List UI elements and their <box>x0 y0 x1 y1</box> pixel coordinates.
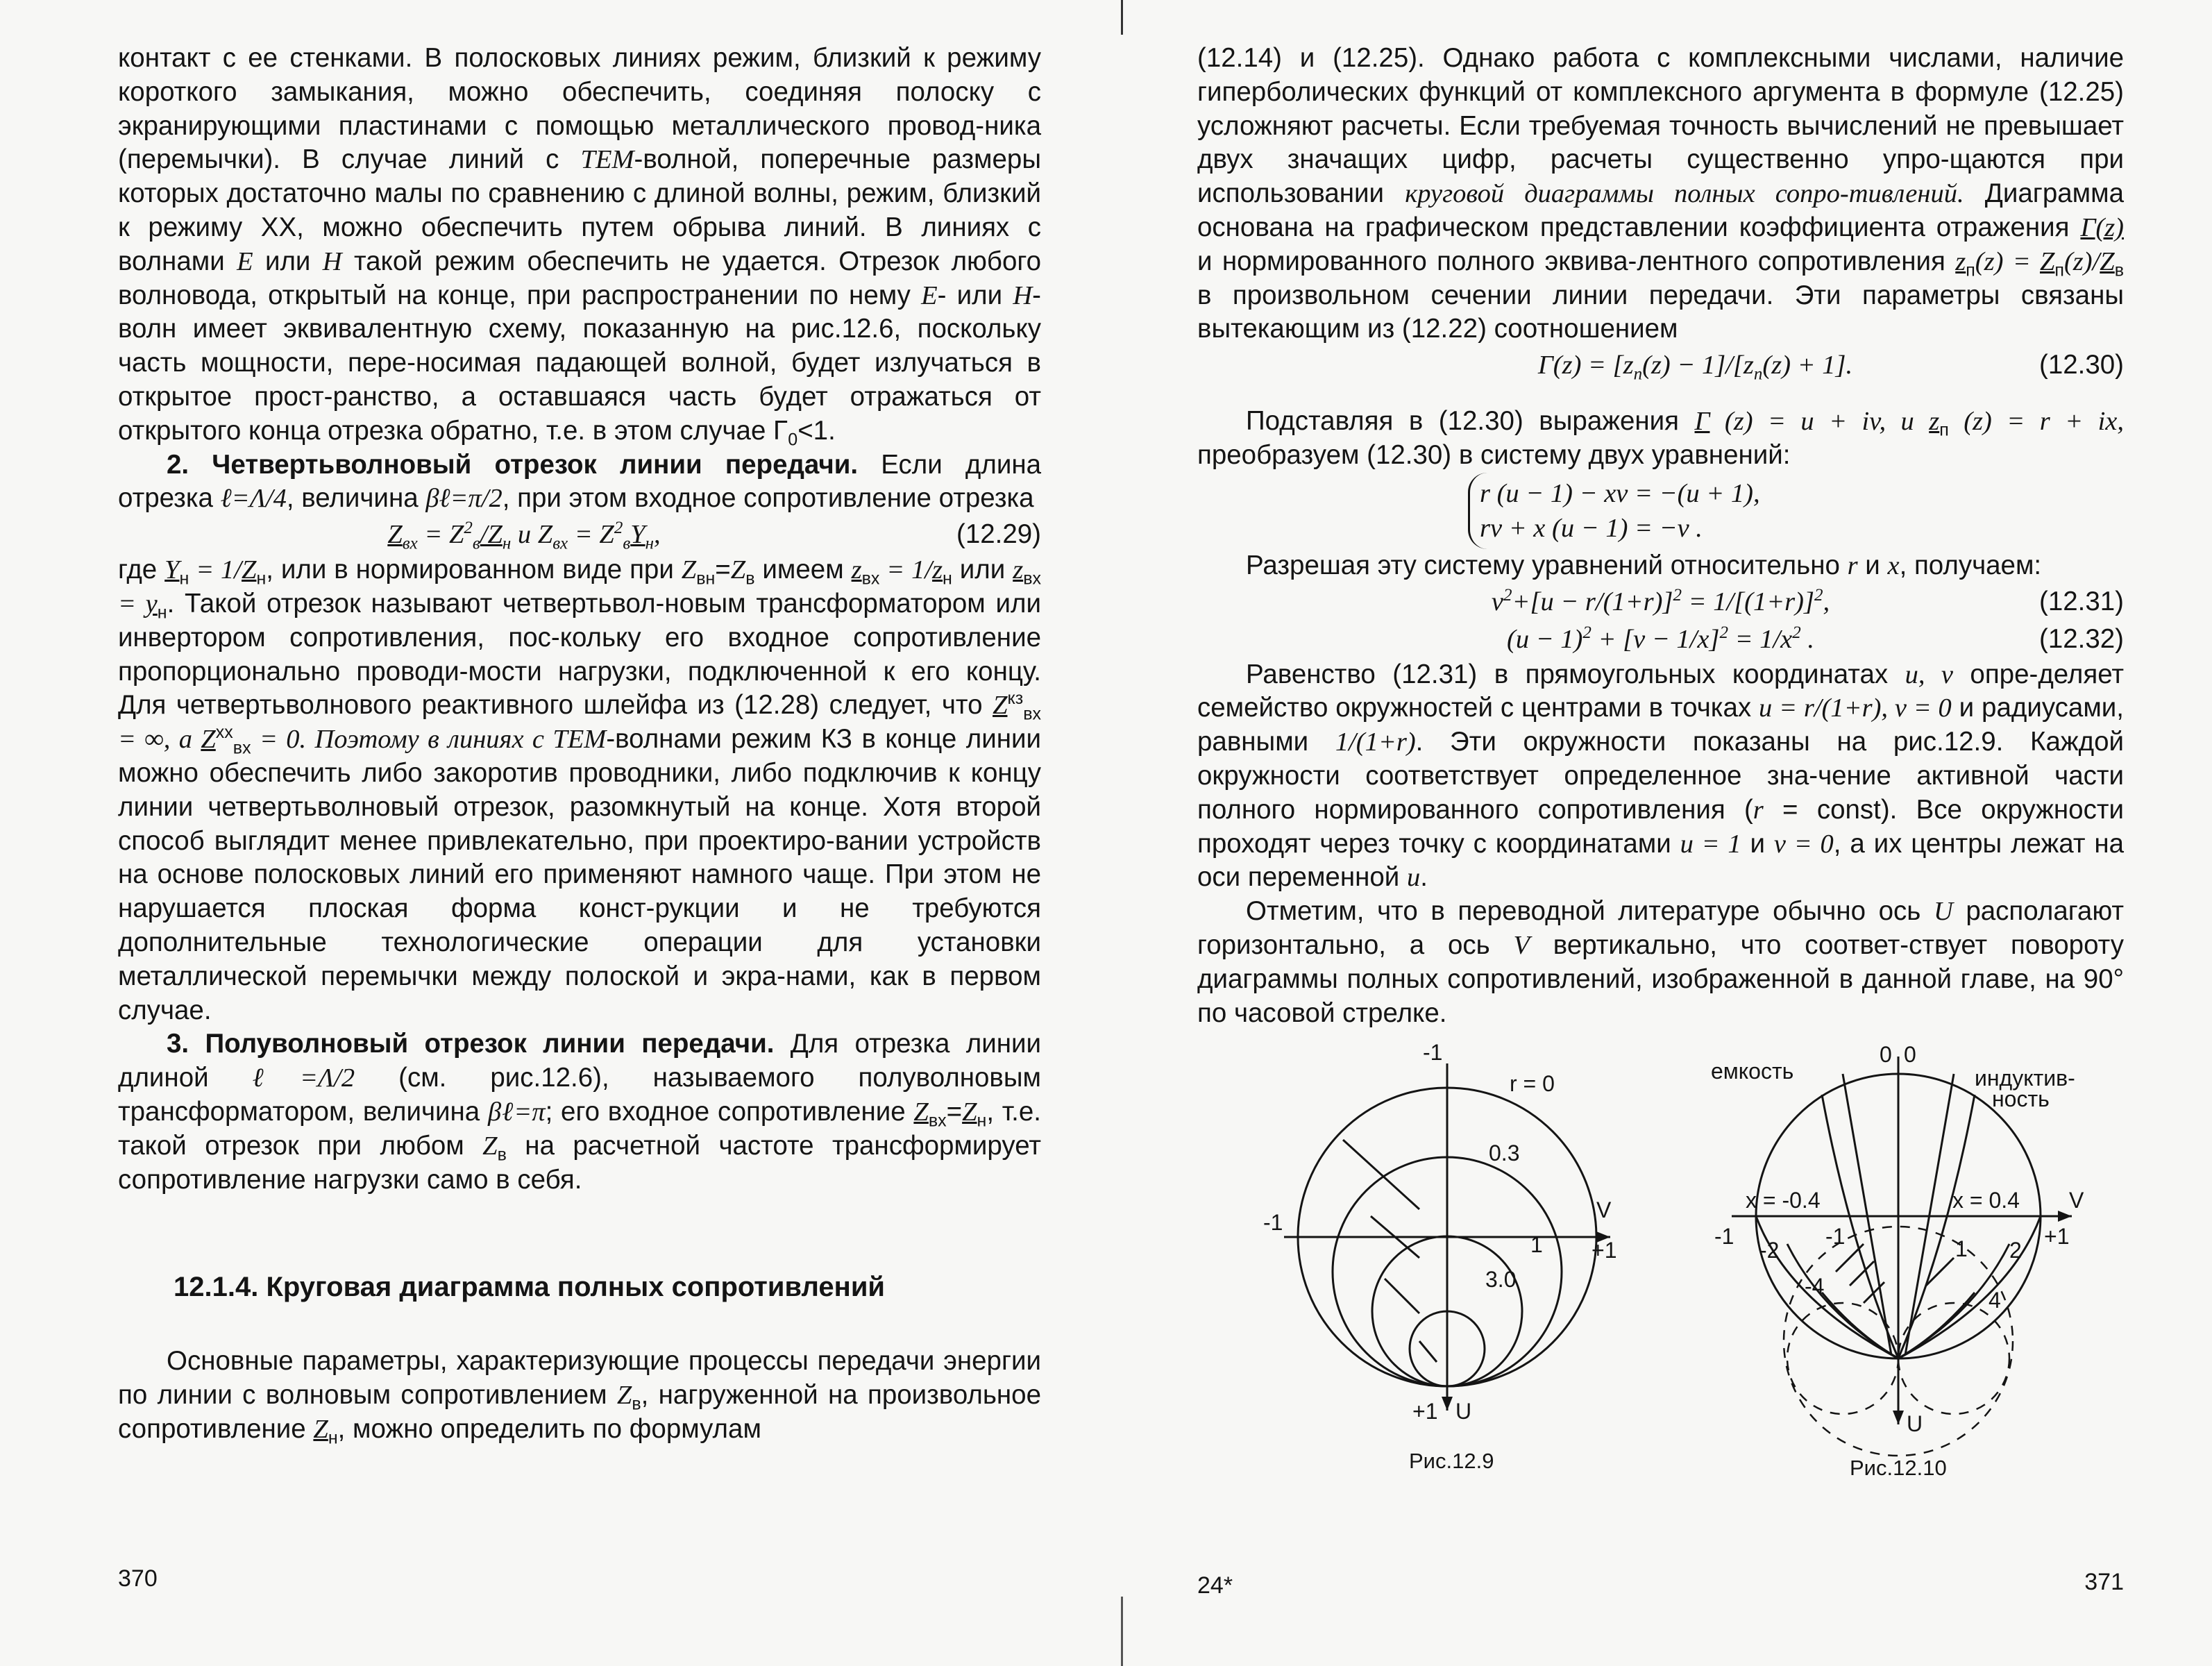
fig1210-label-x-minus-0-4: x = -0.4 <box>1746 1188 1821 1213</box>
figures-area <box>1197 1036 2124 1494</box>
right-paragraph-3: Разрешая эту систему уравнений относительно r и x, получаем: <box>1246 550 2042 580</box>
fig1210-label-x-minus1: -1 <box>1825 1224 1846 1250</box>
fig1210-label-inductance-1: индуктив- <box>1975 1066 2075 1091</box>
section-title-12-1-4: 12.1.4. Круговая диаграмма полных сопротивлений <box>174 1272 886 1303</box>
fig129-label-v: V <box>1596 1197 1612 1223</box>
right-paragraph-5: Отметим, что в переводной литературе обычно ось U располагают горизонтально, а ось V вертикально, что соответ-ствует повороту диаграммы полных сопротивлений, изображенной в данной главе, на 90° по часовой стрелке. <box>1197 896 2124 1028</box>
fig1210-label-x-minus4: -4 <box>1805 1274 1825 1299</box>
book-spine <box>1121 0 1123 1666</box>
caption-figure-12-10: Рис.12.10 <box>1850 1456 1947 1481</box>
fig1210-label-x-plus-0-4: x = 0.4 <box>1952 1188 2020 1213</box>
fig1210-label-u: U <box>1907 1411 1923 1437</box>
fig1210-label-x-plus2: 2 <box>2009 1238 2022 1263</box>
left-paragraph-1: контакт с ее стенками. В полосковых линиях режим, близкий к режиму короткого замыкания, можно обеспечить, соединяя полоску с экранирующими пластинами с помощью металлического провод-ника (перемычки). В случае линий с TEM-волной, поперечные размеры которых достаточно малы по сравнению с длиной волны, режим, близкий к режиму XX, можно обеспечить путем обрыва линий. В линиях с волнами E или H такой режим обеспечить не удается. Отрезок любого волновода, открытый на конце, при распространении по нему E- или H-волн имеет эквивалентную схему, показанную на рис.12.6, поскольку часть мощности, пере-носимая падающей волной, будет излучаться в открытое прост-ранство, а оставшаяся часть будет отражаться от открытого конца отрезка обратно, т.е. в этом случае $\Gamma_0<1$. <box>118 43 1042 450</box>
signature-mark: 24* <box>1197 1572 1233 1599</box>
equation-12-30: $\Gamma(z) = [z_п(z) - 1]/[z_п(z) + 1]$. (12.30) <box>1537 350 2124 384</box>
fig129-label-left-minus1: -1 <box>1263 1210 1283 1236</box>
fig1210-label-0-left: 0 <box>1880 1042 1892 1068</box>
fig129-label-bottom-plus1: +1 <box>1412 1399 1438 1424</box>
fig1210-label-x-plus1: 1 <box>1955 1236 1968 1262</box>
figure-12-9 <box>1260 1036 1621 1452</box>
pointer-r-0 <box>1343 1140 1419 1209</box>
left-page <box>118 42 1041 1666</box>
fig1210-label-inductance-2: ность <box>1992 1086 2050 1112</box>
page-number-right: 371 <box>2084 1569 2124 1595</box>
fig1210-label-x-plus4: 4 <box>1989 1288 2001 1313</box>
fig1210-label-capacitance: емкость <box>1711 1059 1794 1084</box>
left-paragraph-quarter-wave: 2. Четвертьволновый отрезок линии передачи. Если длина отрезка ℓ=Λ/4, величина βℓ=π/2, при этом входное сопротивление отрезка <box>118 449 1042 514</box>
equation-12-32: $(u - 1)^2 + [v - 1/x]^2 = 1/x^2$ . (12.32) <box>1507 623 2124 654</box>
fig129-label-top-minus1: -1 <box>1423 1040 1443 1066</box>
equation-system <box>1468 473 1868 549</box>
pointer-r-1 <box>1385 1279 1419 1313</box>
arrow-u-icon <box>1442 1397 1453 1411</box>
right-page <box>1197 42 2124 1666</box>
pointer-r-3-0 <box>1419 1341 1437 1362</box>
page-number-left: 370 <box>118 1565 158 1592</box>
right-paragraph-2: Подставляя в (12.30) выражения Γ (z) = u + iv, и $z_п$ (z) = r + ix, преобразуем (12.30) в систему двух уравнений: <box>1197 406 2124 470</box>
fig129-label-u: U <box>1455 1399 1472 1424</box>
fig129-label-r0: r = 0 <box>1510 1071 1555 1097</box>
right-paragraph-1: (12.14) и (12.25). Однако работа с комплексными числами, наличие гиперболических функций от комплексного аргумента в формуле (12.25) усложняют расчеты. Если требуемая точность вычислений не превышает двух значащих цифр, расчеты существенно упро-щаются при использовании круговой диаграммы полных сопро-тивлений. Диаграмма основана на графическом представлении коэффициента отражения Γ(z) и нормированного полного эквива-лентного сопротивления $z_п(z) = Z_п(z)/Z_в$ в произвольном сечении линии передачи. Эти параметры связаны вытекающим из (12.22) соотношением <box>1197 43 2125 344</box>
fig1210-label-v: V <box>2069 1188 2084 1213</box>
left-paragraph-5: Основные параметры, характеризующие процессы передачи энергии по линии с волновым сопротивлением $Z_в$, нагруженной на произвольное сопротивление $Z_н$, можно определить по формулам <box>118 1346 1042 1448</box>
fig1210-label-left-minus1: -1 <box>1714 1224 1734 1250</box>
left-paragraph-half-wave: 3. Полуволновый отрезок линии передачи. Для отрезка линии длиной ℓ=Λ/2 (см. рис.12.6), называемого полуволновым трансформатором, величина βℓ=π; его входное сопротивление $Z_{вх}=Z_н$, т.е. такой отрезок при любом $Z_в$ на расчетной частоте трансформирует сопротивление нагрузки само в себя. <box>118 1029 1042 1195</box>
fig129-label-right-plus1: +1 <box>1592 1238 1617 1263</box>
caption-figure-12-9: Рис.12.9 <box>1409 1449 1494 1474</box>
arrow-u-icon <box>1893 1411 1904 1424</box>
equation-12-29: $Z_{вх} = Z^2_в/Z_н$ и $Z_{вх} = Z^2_вY_н$, (12.29) <box>387 519 1041 553</box>
equation-12-31: $v^2+[u - r/(1+r)]^2 = 1/[(1+r)]^2$, (12.31) <box>1491 585 2124 616</box>
fig129-label-0-3: 0.3 <box>1489 1141 1520 1166</box>
left-paragraph-3: где $Y_н = 1/Z_н$, или в нормированном виде при $Z_{вн}=Z_в$ имеем $z_{вх} = 1/z_н$ или $z_{вх} = y_н$. Такой отрезок называют четвертьвол-новым трансформатором или инвертором сопротивления, пос-кольку его входное сопротивление пропорционально проводи-мости нагрузки, подключенной к его концу. Для четвертьволнового реактивного шлейфа из (12.28) следует, что $Z^{кз}_{вх}$ = ∞, а $Z^{хх}_{вх} = 0$. Поэтому в линиях с TEM-волнами режим КЗ в конце линии можно обеспечить либо закоротив проводники, либо подключив к концу линии четвертьволновый отрезок, разомкнутый на конце. Хотя второй способ выглядит менее привлекательно, при проектиро-вании устройств на основе полосковых линий его применяют намного чаще. При этом не нарушается плоская форма конст-рукции и не требуются дополнительные технологические операции для установки металлической перемычки между полоской и экра-нами, как в первом случае. <box>118 555 1041 1025</box>
fig129-label-3-0: 3.0 <box>1485 1267 1517 1293</box>
fig1210-label-right-plus1: +1 <box>2044 1224 2070 1250</box>
system-line-1: r (u − 1) − xv = −(u + 1), <box>1480 478 1760 508</box>
figure-12-10 <box>1683 1036 2113 1466</box>
system-line-2: rv + x (u − 1) = −v . <box>1480 513 1703 543</box>
right-paragraph-4: Равенство (12.31) в прямоугольных координатах u, v опре-деляет семейство окружностей с центрами в точках u = r/(1+r), v = 0 и радиусами, равными 1/(1+r). Эти окружности показаны на рис.12.9. Каждой окружности соответствует определенное зна-чение активной части полного нормированного сопротивления (r = const). Все окружности проходят через точку с координатами u = 1 и v = 0, а их центры лежат на оси переменной u. <box>1197 659 2124 893</box>
fig129-label-1: 1 <box>1530 1232 1543 1258</box>
fig1210-label-x-minus2: -2 <box>1759 1238 1780 1263</box>
fig1210-label-0-right: 0 <box>1904 1042 1916 1068</box>
